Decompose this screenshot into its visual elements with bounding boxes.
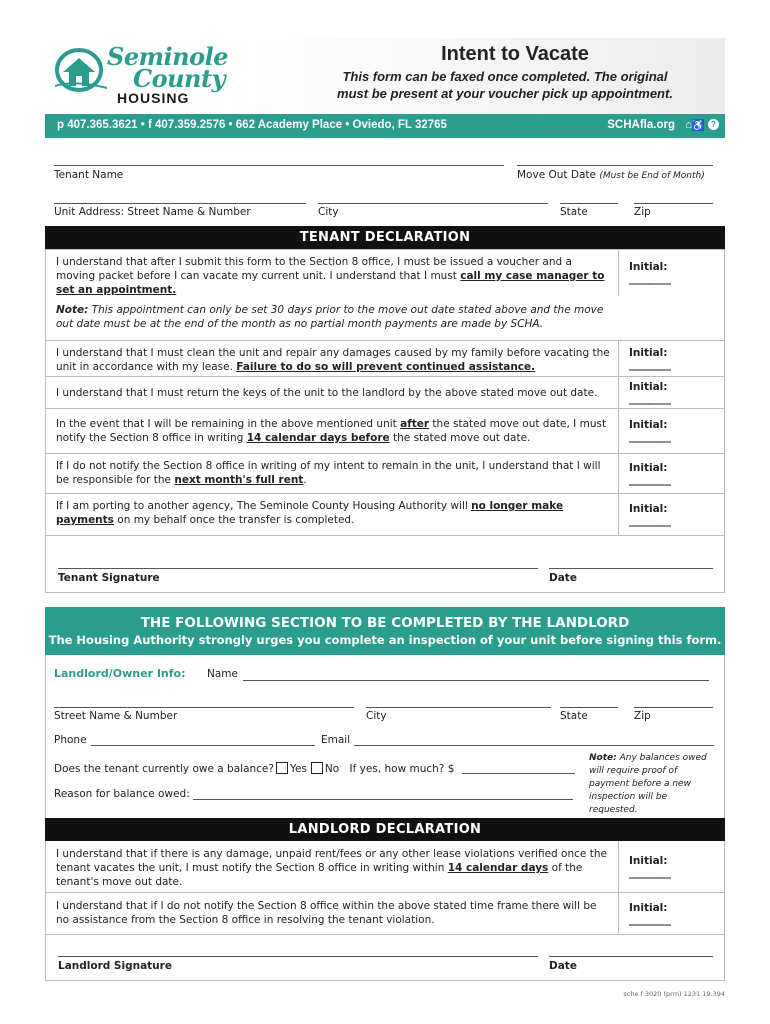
declaration-row xyxy=(46,454,724,494)
unit-address-label: Unit Address: Street Name & Number xyxy=(54,206,251,218)
balance-reason-label: Reason for balance owed: xyxy=(54,788,190,800)
initial-field[interactable]: Initial: ________ xyxy=(618,409,713,453)
declaration-row xyxy=(46,494,724,536)
initial-field[interactable]: Initial: ________ xyxy=(618,893,713,934)
page-subtitle: This form can be faxed once completed. The original must be present at your voucher pick up appointment. xyxy=(337,69,673,101)
landlord-state-label: State xyxy=(560,710,588,722)
seminole-county-housing-logo xyxy=(55,42,255,112)
landlord-date-label: Date xyxy=(549,960,577,972)
state-line[interactable] xyxy=(560,203,618,204)
form-code: sche f 3020 (prm) 1231 19.394 xyxy=(623,990,725,998)
declaration-text: I understand that if I do not notify the Section 8 office within the above stated time frame there will be no assistance from the Section 8 office in resolving the tenant violation. xyxy=(56,900,597,926)
landlord-name-line[interactable] xyxy=(243,680,709,681)
declaration-text: I understand that I must clean the unit and repair any damages caused by my family before vacating the unit in accordance with my lease. Failure to do so will prevent continued assistance. xyxy=(56,347,610,373)
landlord-city-label: City xyxy=(366,710,387,722)
landlord-section-heading: THE FOLLOWING SECTION TO BE COMPLETED BY THE LANDLORD xyxy=(140,615,630,631)
tenant-signature-line[interactable] xyxy=(58,568,538,569)
contact-bar xyxy=(45,114,725,138)
declaration-text: I understand that after I submit this form to the Section 8 office, I must be issued a voucher and a moving packet before I can vacate my current unit. I understand that I must call my case manager to set an appointment. xyxy=(56,256,605,296)
landlord-street-label: Street Name & Number xyxy=(54,710,178,722)
tenant-declaration-heading: TENANT DECLARATION xyxy=(45,226,725,249)
landlord-section-header xyxy=(45,607,725,655)
zip-label: Zip xyxy=(634,206,651,218)
logo-text-county: County xyxy=(133,64,226,93)
balance-side-note: Note: Any balances owed will require proof of payment before a new inspection will be requested. xyxy=(589,753,707,815)
landlord-signature-line[interactable] xyxy=(58,956,538,957)
form-header xyxy=(45,38,725,114)
initial-field[interactable]: Initial: ________ xyxy=(618,377,713,408)
city-line[interactable] xyxy=(318,203,548,204)
tenant-date-line[interactable] xyxy=(549,568,713,569)
move-out-date-label: Move Out Date (Must be End of Month) xyxy=(517,169,705,181)
landlord-email-line[interactable] xyxy=(354,745,714,746)
logo-text-seminole: Seminole xyxy=(107,42,228,71)
landlord-state-line[interactable] xyxy=(560,707,618,708)
balance-question: Does the tenant currently owe a balance? Yes No If yes, how much? $ xyxy=(54,763,455,775)
declaration-text: If I do not notify the Section 8 office in writing of my intent to remain in the unit, I understand that I will be responsible for the next month's full rent. xyxy=(56,460,601,486)
landlord-city-line[interactable] xyxy=(366,707,551,708)
yes-checkbox[interactable] xyxy=(276,762,288,774)
landlord-name-label: Name xyxy=(207,668,238,680)
tenant-name-label: Tenant Name xyxy=(54,169,124,181)
state-label: State xyxy=(560,206,588,218)
city-label: City xyxy=(318,206,339,218)
landlord-declaration-heading: LANDLORD DECLARATION xyxy=(45,818,725,841)
landlord-email-label: Email xyxy=(321,734,351,746)
tenant-declaration-box xyxy=(45,249,725,593)
no-checkbox[interactable] xyxy=(311,762,323,774)
declaration-row xyxy=(46,841,724,893)
tenant-date-label: Date xyxy=(549,572,577,584)
declaration-text: I understand that I must return the keys of the unit to the landlord by the above stated move out date. xyxy=(56,387,598,399)
tenant-signature-label: Tenant Signature xyxy=(58,572,160,584)
landlord-street-line[interactable] xyxy=(54,707,354,708)
page-title: Intent to Vacate xyxy=(441,43,589,65)
balance-amount-line[interactable] xyxy=(462,773,575,774)
contact-info: p 407.365.3621 • f 407.359.2576 • 662 Academy Place • Oviedo, FL 32765 xyxy=(57,119,447,131)
initial-field[interactable]: Initial: ________ xyxy=(618,841,713,892)
owner-info-label: Landlord/Owner Info: xyxy=(54,667,186,680)
landlord-section-subheading: The Housing Authority strongly urges you complete an inspection of your unit before signing this form. xyxy=(48,633,722,647)
declaration-row xyxy=(46,377,724,409)
info-icon: ? xyxy=(708,119,719,130)
unit-address-line[interactable] xyxy=(54,203,306,204)
initial-field[interactable]: Initial: ________ xyxy=(618,454,713,493)
declaration-text: I understand that if there is any damage, unpaid rent/fees or any other lease violations verified once the tenant vacates the unit, I must notify the Section 8 office in writing within 14 calendar days of the tenant's move out date. xyxy=(56,848,607,888)
initial-field[interactable]: Initial: ________ xyxy=(618,250,713,296)
landlord-zip-label: Zip xyxy=(634,710,651,722)
balance-reason-line[interactable] xyxy=(193,799,573,800)
declaration-text: In the event that I will be remaining in the above mentioned unit after the stated move out date, I must notify the Section 8 office in writing 14 calendar days before the stated move out date. xyxy=(56,418,607,444)
landlord-declaration-box xyxy=(45,841,725,981)
declaration-row xyxy=(46,409,724,454)
accessibility-icon: ♿ xyxy=(691,120,705,132)
landlord-phone-line[interactable] xyxy=(91,745,315,746)
tenant-name-line[interactable] xyxy=(54,165,504,166)
declaration-row xyxy=(46,250,724,341)
initial-field[interactable]: Initial: ________ xyxy=(618,494,713,535)
landlord-zip-line[interactable] xyxy=(634,707,713,708)
landlord-date-line[interactable] xyxy=(549,956,713,957)
house-logo-icon xyxy=(55,48,107,92)
landlord-signature-label: Landlord Signature xyxy=(58,960,172,972)
website-link[interactable]: SCHAfla.org xyxy=(607,119,675,131)
equal-housing-icon: ⌂ xyxy=(685,119,692,131)
declaration-row xyxy=(46,341,724,377)
initial-field[interactable]: Initial: ________ xyxy=(618,341,713,376)
move-out-date-line[interactable] xyxy=(517,165,713,166)
declaration-row xyxy=(46,893,724,935)
logo-text-housing: HOUSING xyxy=(117,90,190,106)
zip-line[interactable] xyxy=(634,203,713,204)
landlord-phone-label: Phone xyxy=(54,734,87,746)
declaration-note: Note: This appointment can only be set 30 days prior to the move out date stated above and the move out date must be at the end of the month as no partial month payments are made by SCHA. xyxy=(56,304,604,330)
declaration-text: If I am porting to another agency, The Seminole County Housing Authority will no longer make payments on my behalf once the transfer is completed. xyxy=(56,500,564,526)
